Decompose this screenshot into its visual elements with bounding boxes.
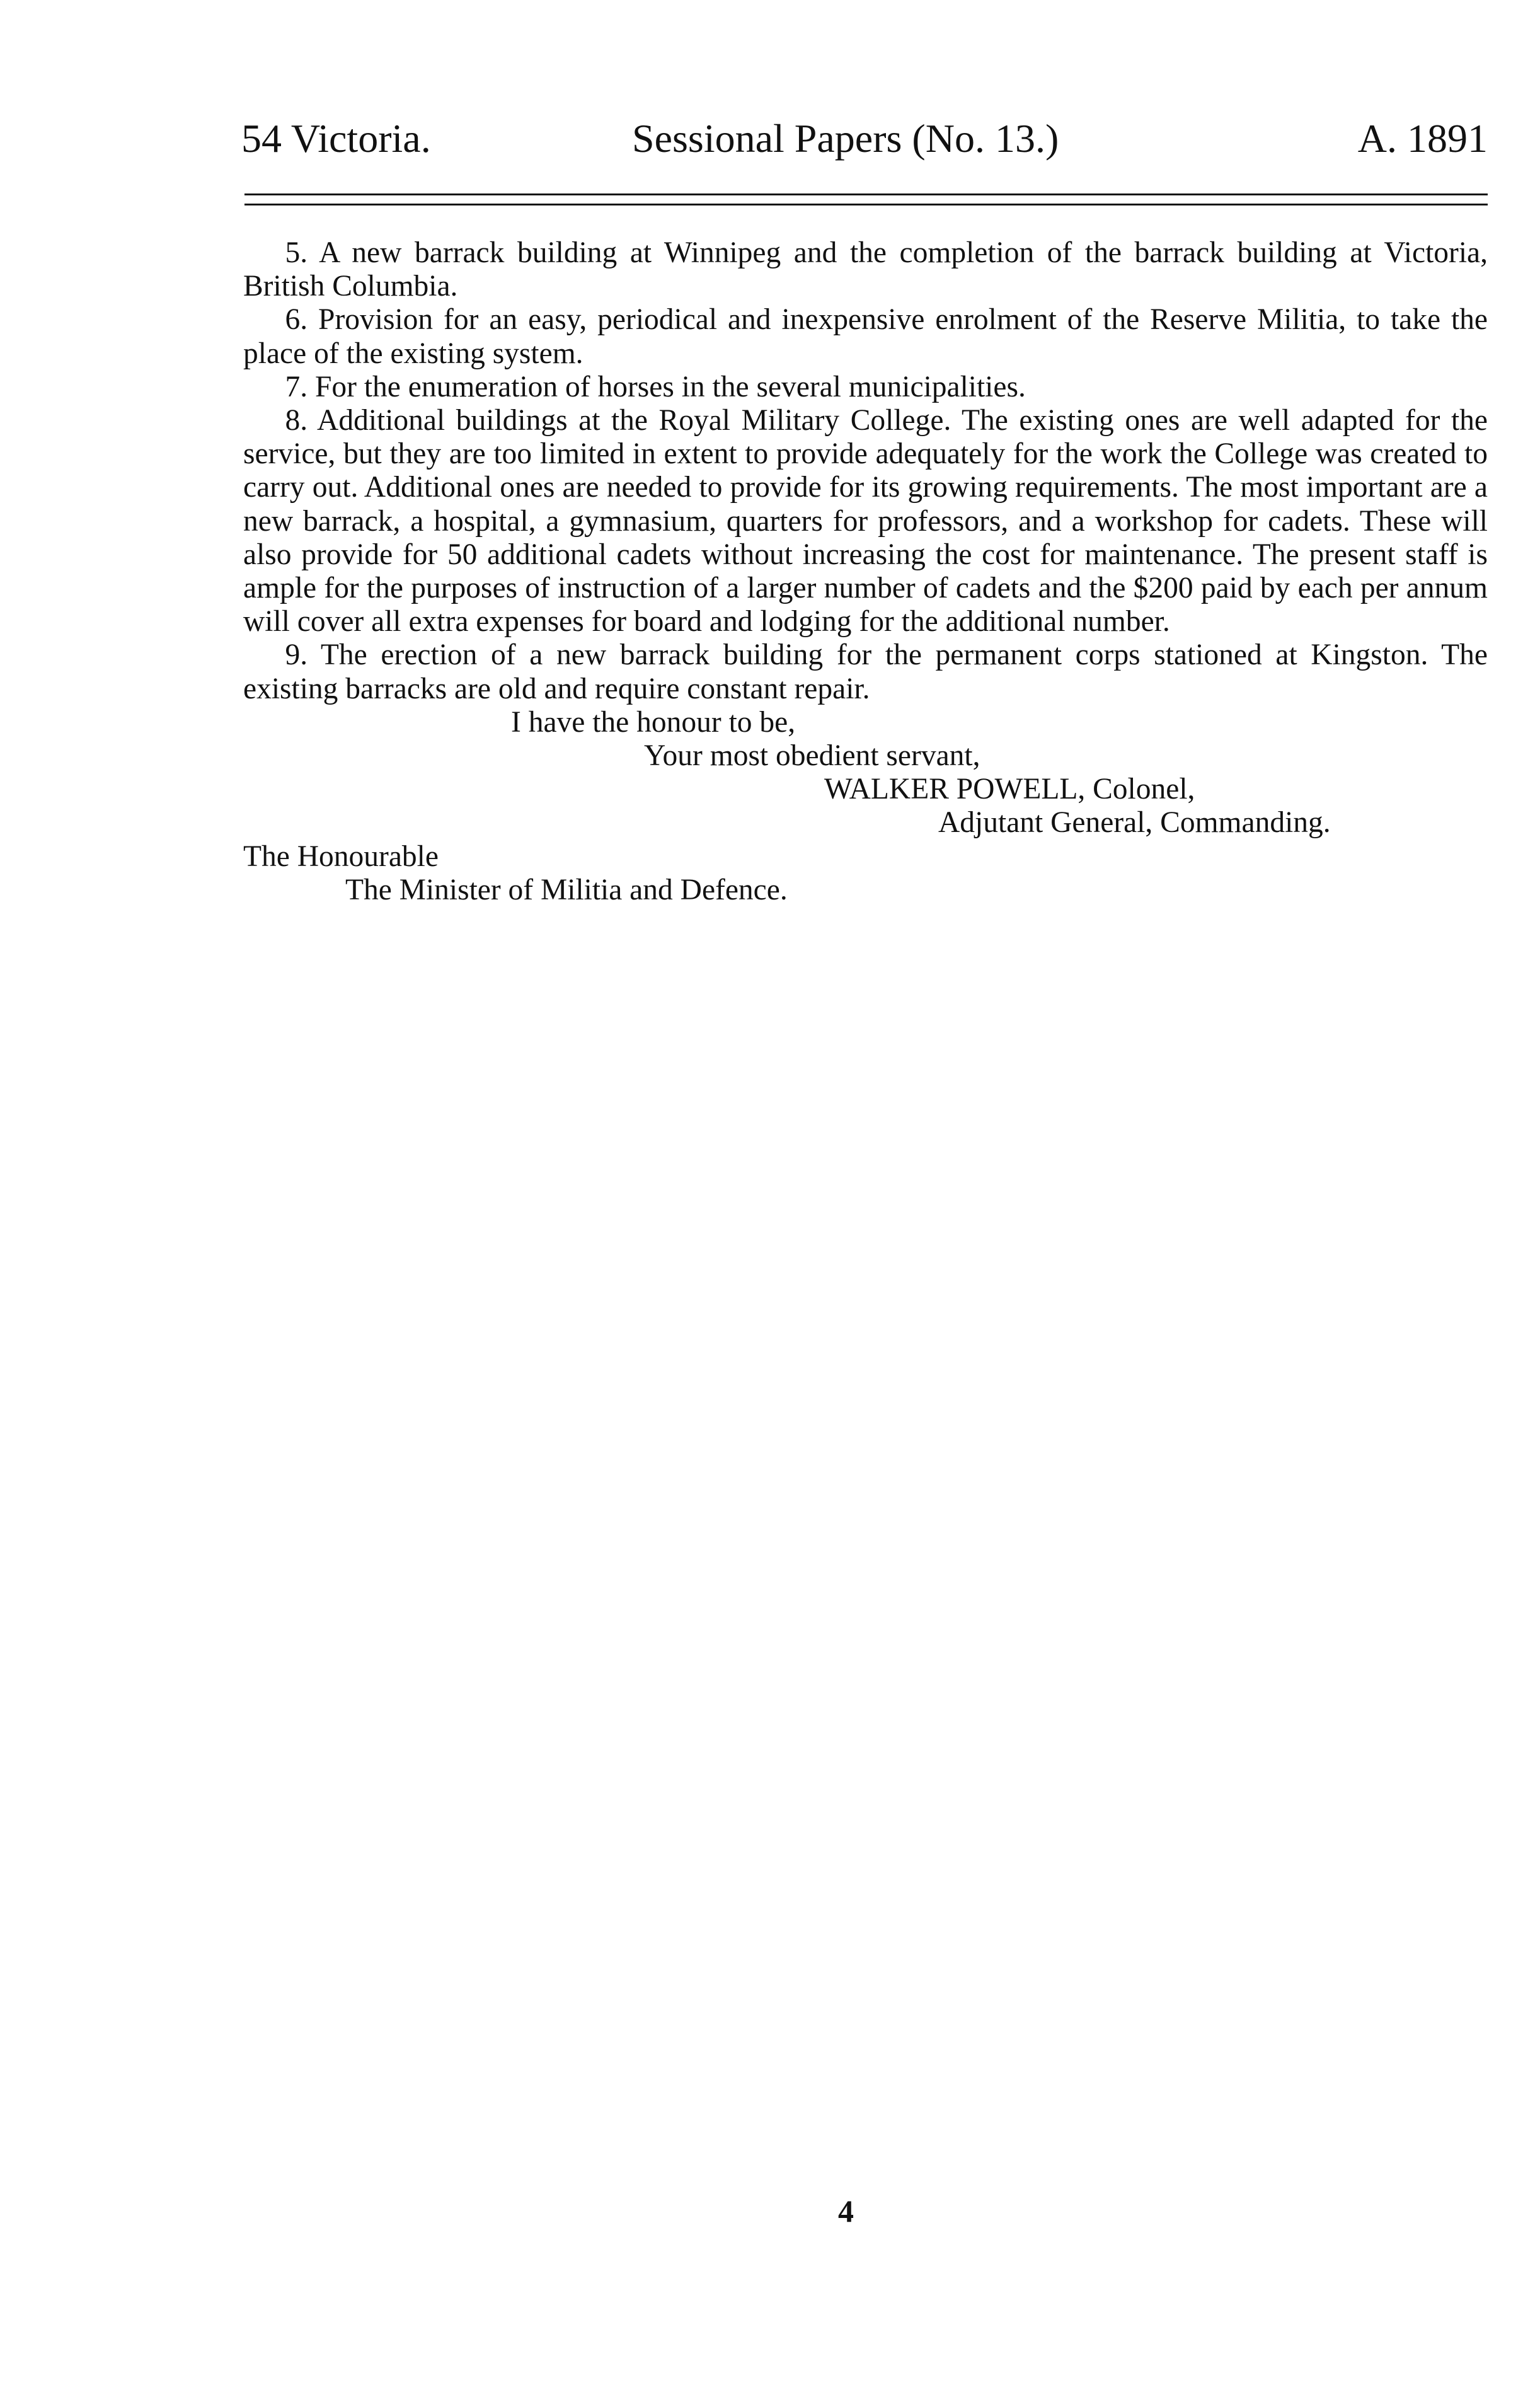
signature-name: WALKER POWELL, Colonel, bbox=[824, 773, 1195, 806]
paragraph-item-9: 9. The erection of a new barrack building for the permanent corps stationed at Kingston. The existing barracks are old and require constant repair. bbox=[243, 638, 1488, 705]
addressee-minister: The Minister of Militia and Defence. bbox=[345, 873, 788, 906]
addressee-honourable: The Honourable bbox=[243, 840, 439, 873]
paragraph-item-8: 8. Additional buildings at the Royal Military College. The existing ones are well adapted for the service, but they are too limited in extent to provide adequately for the work the College was created to carry out. Additional ones are needed to provide for its growing requirements. The most important are a new barrack, a hospital, a gymnasium, quarters for professors, and a workshop for cadets. These will also provide for 50 additional cadets without increasing the cost for maintenance. The present staff is ample for the purposes of instruction of a larger number of cadets and the $200 paid by each per annum will cover all extra expenses for board and lodging for the additional number. bbox=[243, 404, 1488, 638]
running-header bbox=[241, 117, 1488, 161]
header-rule-top bbox=[244, 193, 1488, 195]
paragraph-item-5: 5. A new barrack building at Winnipeg and the completion of the barrack building at Victoria, British Columbia. bbox=[243, 236, 1488, 303]
header-series: Sessional Papers (No. 13.) bbox=[632, 116, 1059, 161]
header-session: 54 Victoria. bbox=[241, 116, 431, 161]
header-rule-bottom bbox=[244, 204, 1488, 205]
closing-honour-line: I have the honour to be, bbox=[511, 705, 796, 739]
document-body bbox=[243, 236, 1488, 907]
paragraph-item-7: 7. For the enumeration of horses in the several municipalities. bbox=[285, 370, 1026, 403]
paragraph-item-6: 6. Provision for an easy, periodical and inexpensive enrolment of the Reserve Militia, to take the place of the existing system. bbox=[243, 303, 1488, 370]
signature-title: Adjutant General, Commanding. bbox=[938, 806, 1331, 840]
page-number: 4 bbox=[838, 2193, 854, 2229]
closing-servant-line: Your most obedient servant, bbox=[644, 739, 980, 773]
header-year: A. 1891 bbox=[1357, 116, 1488, 161]
